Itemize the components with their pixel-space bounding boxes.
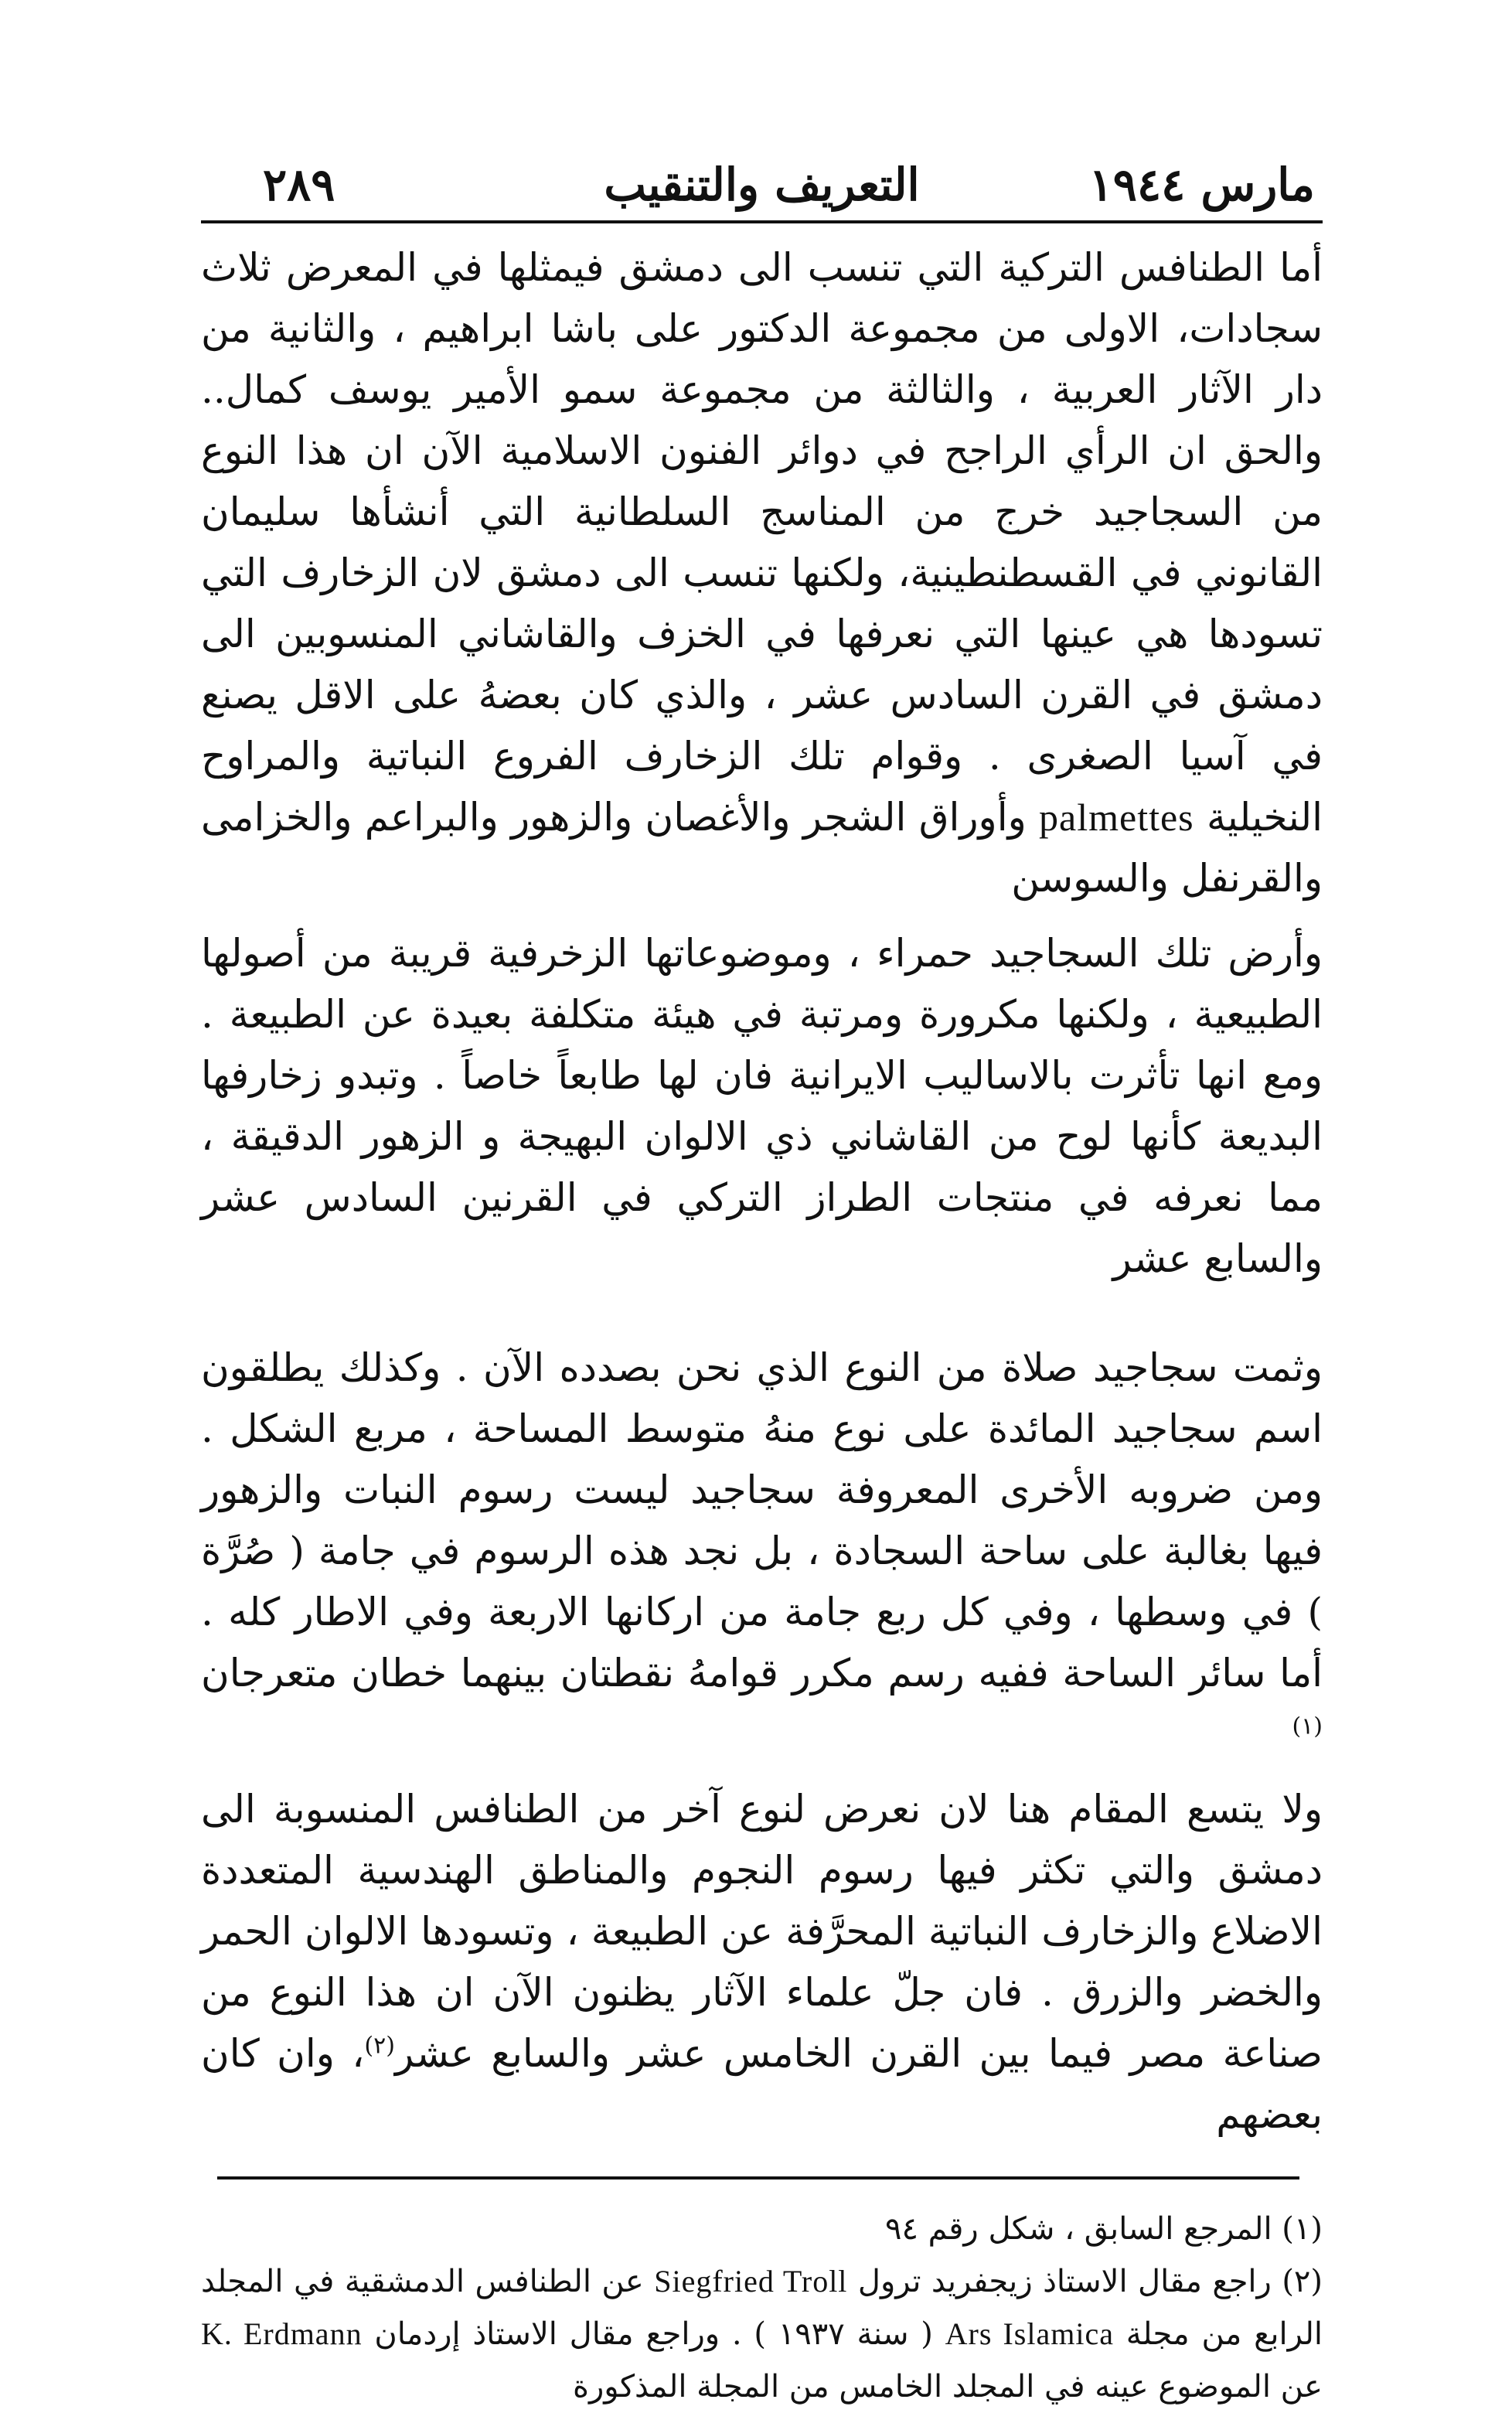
paragraph-4-text: ولا يتسع المقام هنا لان نعرض لنوع آخر من الطنافس المنسوبة الى دمشق والتي تكثر فيها رسوم النجوم والمناطق الهندسية المتعددة الاضلاع والزخارف النباتية المحرَّفة عن الطبيعة ، وتسودها الالوان الحمر والخضر والزرق . فان جلّ علماء الآثار يظنون الآن ان هذا النوع من صناعة مصر فيما بين القرن الخامس عشر والسابع عشر <box>201 1787 1323 2076</box>
journal-title: التعريف والتنقيب <box>604 158 920 211</box>
paragraph-2: وأرض تلك السجاجيد حمراء ، وموضوعاتها الزخرفية قريبة من أصولها الطبيعية ، ولكنها مكرورة ومرتبة في هيئة متكلفة بعيدة عن الطبيعة . ومع انها تأثرت بالاساليب الايرانية فان لها طابعاً خاصاً . وتبدو زخارفها البديعة كأنها لوح من القاشاني ذي الالوان البهيجة و الزهور الدقيقة ، مما نعرفه في منتجات الطراز التركي في القرنين السادس عشر والسابع عشر <box>201 931 1323 1281</box>
paragraph-1-tail: وأوراق الشجر والأغصان والزهور والبراعم والخزامى والقرنفل والسوسن <box>201 795 1323 901</box>
footnote-2-b: عن الطنافس الدمشقية في المجلد الرابع من مجلة <box>201 2264 1323 2352</box>
footnote-2-c: ( سنة ١٩٣٧ ) . وراجع مقال الاستاذ إردمان <box>374 2316 933 2352</box>
footnote-ref-2[interactable]: (٢) <box>364 2032 395 2060</box>
paragraph-4-tail: ، وان كان بعضهم <box>201 2031 1323 2137</box>
paragraph-1-text: أما الطنافس التركية التي تنسب الى دمشق فيمثلها في المعرض ثلاث سجادات، الاولى من مجموعة الدكتور على باشا ابراهيم ، والثانية من دار الآثار العربية ، والثالثة من مجموعة سمو الأمير يوسف كمال.. والحق ان الرأي الراجح في دوائر الفنون الاسلامية الآن ان هذا النوع من السجاجيد خرج من المناسج السلطانية التي أنشأها سليمان القانوني في القسطنطينية، ولكنها تنسب الى دمشق لان الزخارف التي تسودها هي عينها التي نعرفها في الخزف والقاشاني المنسوبين الى دمشق في القرن السادس عشر ، والذي كان بعضهُ على الاقل يصنع في آسيا الصغرى . وقوام تلك الزخارف الفروع النباتية والمراوح النخيلية <box>201 245 1323 840</box>
footnote-2-a: (٢) راجع مقال الاستاذ زيجفريد ترول <box>857 2264 1323 2299</box>
footnote-2 <box>201 2255 1323 2413</box>
paragraph-3-text: وثمت سجاجيد صلاة من النوع الذي نحن بصدده الآن . وكذلك يطلقون اسم سجاجيد المائدة على نوع منهُ متوسط المساحة ، مربع الشكل . ومن ضروبه الأخرى المعروفة سجاجيد ليست رسوم النبات والزهور فيها بغالبة على ساحة السجادة ، بل نجد هذه الرسوم في جامة ( صُرَّة ) في وسطها ، وفي كل ربع جامة من اركانها الاربعة وفي الاطار كله . أما سائر الساحة ففيه رسم مكرر قوامهُ نقطتان بينهما خطان متعرجان <box>201 1345 1323 1696</box>
author-erdmann: K. Erdmann <box>201 2316 363 2351</box>
paragraph-3 <box>201 1338 1323 1765</box>
footnote-1: (١) المرجع السابق ، شكل رقم ٩٤ <box>885 2211 1323 2247</box>
author-troll: Siegfried Troll <box>654 2264 848 2299</box>
paragraph-1 <box>201 237 1323 909</box>
paragraph-4 <box>201 1779 1323 2145</box>
issue-date: مارس ١٩٤٤ <box>1088 158 1315 211</box>
footnotes <box>201 2203 1323 2413</box>
footnote-2-d: عن الموضوع عينه في المجلد الخامس من المجلة المذكورة <box>573 2369 1323 2404</box>
footnote-ref-1[interactable]: (١) <box>1292 1713 1323 1740</box>
term-palmettes: palmettes <box>1039 796 1194 839</box>
footnote-divider <box>217 2176 1299 2180</box>
body-text <box>201 237 1323 2145</box>
page-number: ٢٨٩ <box>263 158 335 211</box>
running-header <box>201 147 1323 223</box>
journal-ars-islamica: Ars Islamica <box>945 2316 1114 2351</box>
